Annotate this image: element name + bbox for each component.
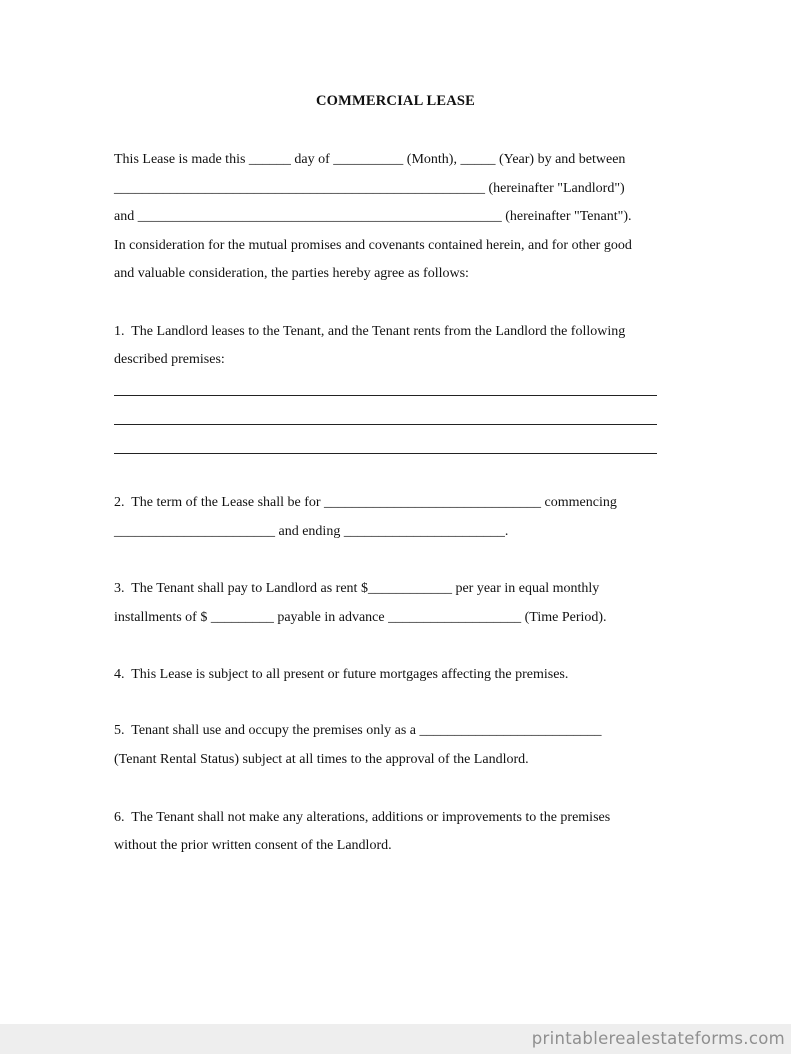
clause-6-line-2: without the prior written consent of the Landlord.	[114, 838, 392, 853]
clause-2-line-1: 2. The term of the Lease shall be for _______________________________ commencing	[114, 495, 617, 510]
clause-5-line-2: (Tenant Rental Status) subject at all times to the approval of the Landlord.	[114, 752, 529, 767]
intro-line-1: This Lease is made this ______ day of __________ (Month), _____ (Year) by and between	[114, 152, 626, 167]
intro-line-5: and valuable consideration, the parties hereby agree as follows:	[114, 266, 469, 281]
premises-blank-line-2	[114, 424, 657, 425]
site-watermark: printablerealestateforms.com	[531, 1029, 785, 1048]
premises-blank-line-1	[114, 395, 657, 396]
clause-3-line-2: installments of $ _________ payable in advance ___________________ (Time Period).	[114, 610, 607, 625]
document-title: COMMERCIAL LEASE	[315, 93, 476, 109]
clause-2-line-2: _______________________ and ending _______________________.	[114, 524, 509, 539]
clause-1-line-2: described premises:	[114, 352, 225, 367]
clause-3-line-1: 3. The Tenant shall pay to Landlord as rent $____________ per year in equal monthly	[114, 581, 600, 596]
intro-line-3: and ____________________________________________________ (hereinafter "Tenant").	[114, 209, 632, 224]
clause-5-line-1: 5. Tenant shall use and occupy the premises only as a __________________________	[114, 723, 602, 738]
clause-4-line-1: 4. This Lease is subject to all present or future mortgages affecting the premises.	[114, 667, 569, 682]
intro-line-4: In consideration for the mutual promises and covenants contained herein, and for other good	[114, 238, 632, 253]
premises-blank-line-3	[114, 453, 657, 454]
clause-6-line-1: 6. The Tenant shall not make any alterations, additions or improvements to the premises	[114, 810, 611, 825]
intro-line-2: _____________________________________________________ (hereinafter "Landlord")	[114, 181, 625, 196]
clause-1-line-1: 1. The Landlord leases to the Tenant, and the Tenant rents from the Landlord the following	[114, 324, 626, 339]
